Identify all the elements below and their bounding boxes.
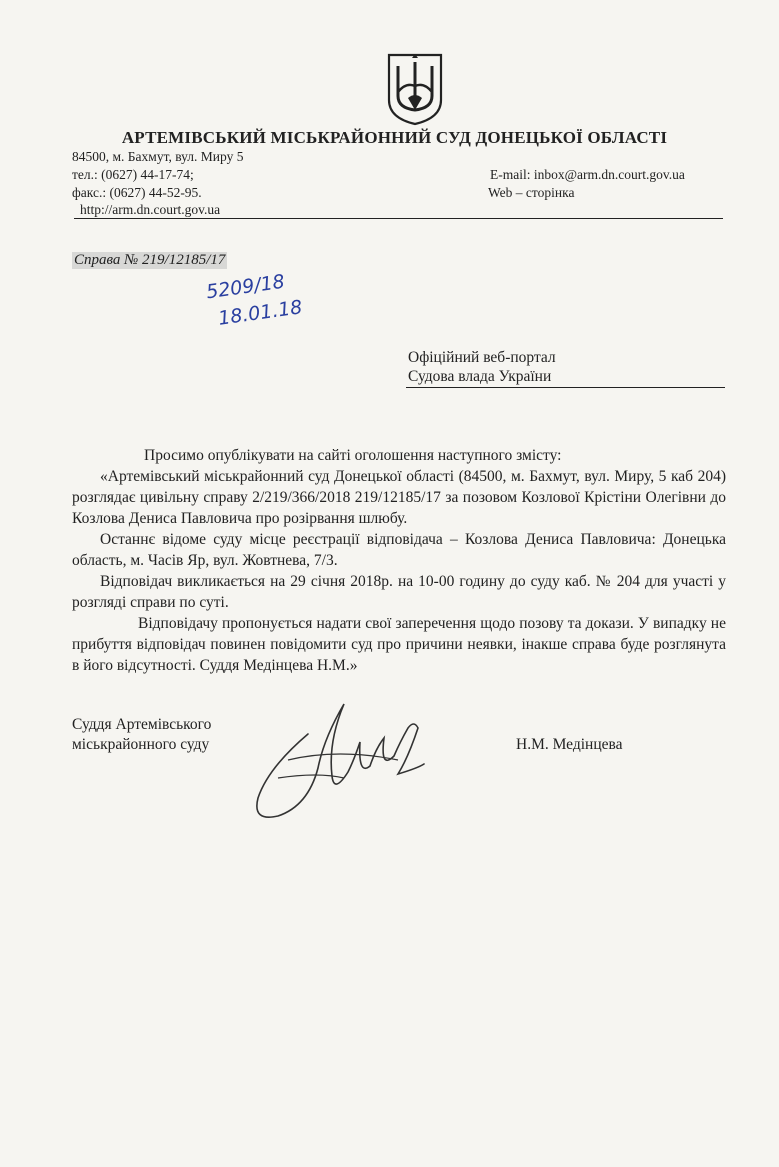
signatory-title-line-1: Суддя Артемівського [72,716,212,733]
court-web-label: Web – сторінка [488,185,575,200]
intro-paragraph: Просимо опублікувати на сайті оголошення наступного змісту: [144,447,562,464]
signatory-title-line-2: міськрайонного суду [72,736,210,753]
announcement-paragraph-2: Останнє відоме суду місце реєстрації відповідача – Козлова Дениса Павловича: Донецька область, м. Часів Яр, вул. Жовтнева, 7/3. [72,531,726,569]
recipient-underline [406,387,725,388]
coat-of-arms-emblem [386,52,444,126]
handwritten-signature [248,698,428,826]
handwritten-date: 18.01.18 [216,296,304,330]
court-address: 84500, м. Бахмут, вул. Миру 5 [72,149,244,164]
case-number: Справа № 219/12185/17 [74,252,226,268]
court-name: АРТЕМІВСЬКИЙ МІСЬКРАЙОННИЙ СУД ДОНЕЦЬКОЇ ОБЛАСТІ [121,128,668,147]
announcement-paragraph-3: Відповідач викликається на 29 січня 2018р. на 10-00 годину до суду каб. № 204 для участі у розгляді справи по суті. [72,573,726,611]
letter-body [72,445,726,676]
announcement-paragraph-4: Відповідачу пропонується надати свої заперечення щодо позову та докази. У випадку не прибуття відповідач повинен повідомити суд про причини неявки, інакше справа буде розглянута в його відсутності. Суддя Медінцева Н.М.» [72,615,726,674]
recipient-line-2: Судова влада України [408,368,552,385]
recipient-line-1: Офіційний веб-портал [408,349,556,366]
court-email: E-mail: inbox@arm.dn.court.gov.ua [490,167,685,182]
announcement-paragraph-1: «Артемівський міськрайонний суд Донецької області (84500, м. Бахмут, вул. Миру, 5 каб 204) розглядає цивільну справу 2/219/366/2018 219/12185/17 за позовом Козлової Крістіни Олегівни до Козлова Дениса Павловича про розірвання шлюбу. [72,468,726,527]
court-website: http://arm.dn.court.gov.ua [80,202,221,217]
header-divider [74,218,723,219]
court-phone: тел.: (0627) 44-17-74; [72,167,194,182]
court-fax: факс.: (0627) 44-52-95. [72,185,202,200]
signatory-title [72,715,211,755]
handwritten-reference: 5209/18 [204,270,287,304]
signatory-name: Н.М. Медінцева [516,736,623,753]
